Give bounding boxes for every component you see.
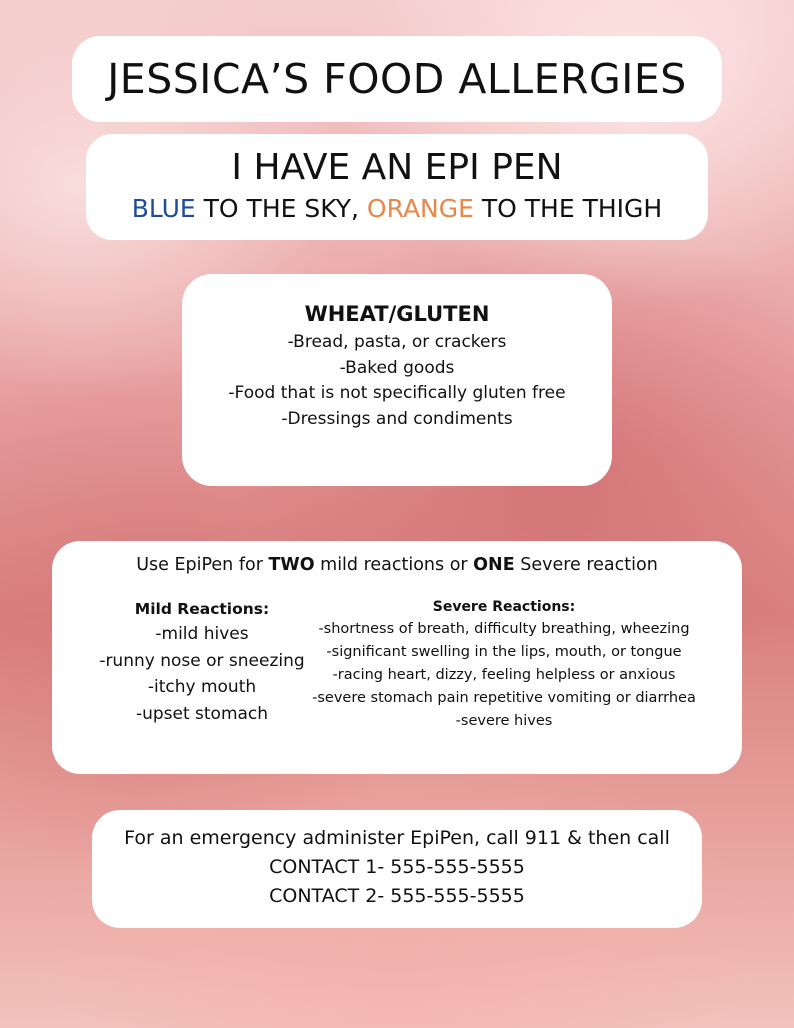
rule-one: ONE	[473, 555, 515, 575]
slogan-blue-word: BLUE	[131, 194, 196, 223]
allergen-item: -Bread, pasta, or crackers	[287, 332, 507, 352]
emergency-instruction: For an emergency administer EpiPen, call 911 & then call	[124, 827, 670, 849]
severe-item: -racing heart, dizzy, feeling helpless or anxious	[332, 667, 676, 683]
allergen-item: -Food that is not specifically gluten free	[228, 383, 566, 403]
reactions-card	[52, 541, 742, 774]
title-card	[72, 36, 722, 122]
contact-1: CONTACT 1- 555-555-5555	[269, 856, 525, 878]
epipen-rule	[52, 555, 742, 575]
slogan-end: TO THE THIGH	[473, 194, 663, 223]
rule-text: mild reactions or	[314, 555, 474, 575]
epipen-card	[86, 134, 708, 240]
severe-item: -significant swelling in the lips, mouth, or tongue	[326, 644, 682, 660]
mild-item: -itchy mouth	[147, 677, 257, 697]
page-title: JESSICA’S FOOD ALLERGIES	[107, 55, 687, 103]
slogan-orange-word: ORANGE	[366, 194, 474, 223]
mild-item: -runny nose or sneezing	[99, 650, 305, 671]
allergen-heading: WHEAT/GLUTEN	[304, 302, 490, 326]
mild-heading: Mild Reactions:	[134, 600, 270, 618]
rule-two: TWO	[268, 555, 315, 575]
epipen-slogan	[86, 192, 708, 226]
severe-reactions-column	[282, 596, 726, 733]
severe-item: -shortness of breath, difficulty breathing, wheezing	[318, 621, 690, 637]
allergen-item: -Dressings and condiments	[281, 408, 513, 429]
contact-2: CONTACT 2- 555-555-5555	[269, 885, 525, 907]
epipen-heading: I HAVE AN EPI PEN	[231, 147, 563, 188]
severe-heading: Severe Reactions:	[432, 599, 576, 615]
allergen-item: -Baked goods	[339, 357, 455, 378]
allergen-card	[182, 274, 612, 486]
mild-item: -upset stomach	[135, 703, 269, 724]
rule-text: Use EpiPen for	[136, 555, 269, 575]
slogan-middle: TO THE SKY,	[195, 194, 367, 223]
emergency-card	[92, 810, 702, 928]
mild-item: -mild hives	[155, 624, 249, 644]
rule-text: Severe reaction	[514, 555, 658, 575]
severe-item: -severe stomach pain repetitive vomiting or diarrhea	[312, 690, 696, 706]
severe-item: -severe hives	[455, 713, 553, 729]
